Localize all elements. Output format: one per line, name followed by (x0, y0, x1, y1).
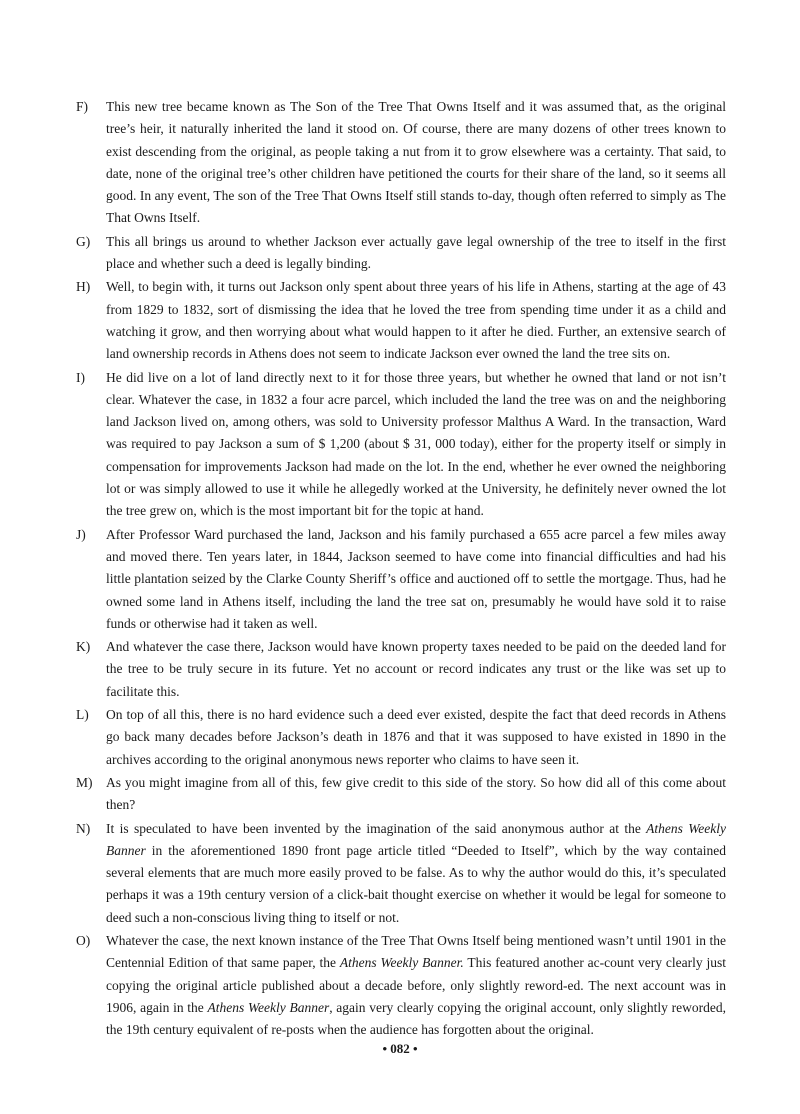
paragraph-n (76, 818, 726, 929)
paragraph-label: O) (76, 932, 91, 948)
paragraph-label: F) (76, 99, 89, 114)
paragraph-label: G) (76, 233, 91, 249)
document-body (76, 96, 726, 1042)
paragraph-text: He did live on a lot of land directly next to it for those three years, but whether he owned that land or not isn’t clear. Whatever the case, in 1832 a four acre parcel, which included the land the tree was on and the neighboring land Jackson lived on, among others, was sold to University professor Malthus A Ward. In the transaction, Ward was required to pay Jackson a sum of $ 1,200 (about $ 31, 000 today), either for the property itself or simply in compensation for improvements Jackson had made on the lot. In the end, whether he ever owned the neighboring lot or was simply allowed to use it while he allegedly worked at the University, he definitely never owned the lot the tree grew on, which is the most important bit for the topic at hand. (106, 369, 726, 519)
paragraph-text: After Professor Ward purchased the land, Jackson and his family purchased a 655 acre parcel a few miles away and moved there. Ten years later, in 1844, Jackson seemed to have come into financial difficulties and had his little plantation seized by the Clarke County Sheriff’s office and auctioned off to settle the mortgage. Thus, had he owned some land in Athens itself, including the land the tree sat on, presumably he would have sold it to raise funds or otherwise had it taken as well. (106, 526, 726, 631)
paragraph-text: Whatever the case, the next known instance of the Tree That Owns Itself being mentioned wasn’t until 1901 in the Centennial Edition of that same paper, the Athens Weekly Banner. This featured another ac-count very clearly just copying the original article published about a decade before, only slightly reword-ed. The next account was in 1906, again in the Athens Weekly Banner, again very clearly copying the original account, only slightly reworded, the 19th century equivalent of re-posts when the audience has forgotten about the original. (106, 932, 726, 1038)
paragraph-label: M) (76, 774, 93, 790)
page-number: • 082 • (382, 1041, 418, 1056)
paragraph-label: N) (76, 820, 91, 836)
paragraph-label: L) (76, 707, 89, 723)
paragraph-text: This all brings us around to whether Jackson ever actually gave legal ownership of the tree to itself in the first place and whether such a deed is legally binding. (106, 233, 726, 272)
paragraph-g (76, 231, 726, 276)
paragraph-text: And whatever the case there, Jackson would have known property taxes needed to be paid on the deeded land for the tree to be truly secure in its future. Yet no account or record indicates any trust or the like was set up to facilitate this. (106, 639, 726, 699)
paragraph-i (76, 367, 726, 523)
paragraph-text: On top of all this, there is no hard evidence such a deed ever existed, despite the fact that deed records in Athens go back many decades before Jackson’s death in 1876 and that it was supposed to have existed in 1890 in the archives according to the original anonymous news reporter who claims to have seen it. (106, 707, 726, 767)
paragraph-label: J) (76, 526, 86, 542)
paragraph-text: Well, to begin with, it turns out Jackson only spent about three years of his life in Athens, starting at the age of 43 from 1829 to 1832, sort of dismissing the idea that he loved the tree from spending time under it as a child and watching it grow, and then worrying about what would happen to it after he died. Further, an extensive search of land ownership records in Athens does not seem to indicate Jackson ever owned the land the tree sits on. (106, 279, 726, 362)
paragraph-label: I) (76, 369, 85, 385)
paragraph-m (76, 772, 726, 817)
newspaper-title: Athens Weekly Banner (106, 820, 726, 858)
paragraph-text: As you might imagine from all of this, few give credit to this side of the story. So how did all of this come about then? (106, 774, 726, 813)
newspaper-title: Athens Weekly Banner. (339, 955, 464, 971)
paragraph-label: H) (76, 279, 91, 295)
paragraph-text: This new tree became known as The Son of the Tree That Owns Itself and it was assumed that, as the original tree’s heir, it naturally inherited the land it stood on. Of course, there are many dozens of other trees known to exist descending from the original, as people taking a nut from it to grow elsewhere was a certainty. That said, to date, none of the original tree’s other children have petitioned the courts for their share of the land, so it seems all good. In any event, The son of the Tree That Owns Itself still stands to-day, though often referred to simply as The That Owns Itself. (106, 99, 726, 226)
paragraph-text: It is speculated to have been invented by the imagination of the said anonymous author at the Athens Weekly Banner in the aforementioned 1890 front page article titled “Deeded to Itself”, which by the way contained several elements that are much more easily proved to be false. As to why the author would do this, it’s speculated perhaps it was a 19th century version of a click-bait thought exercise on whether it would be legal for someone to deed such a non-conscious living thing to itself or not. (106, 820, 726, 925)
paragraph-label: K) (76, 639, 91, 655)
newspaper-title: Athens Weekly Banner (207, 999, 330, 1015)
paragraph-o (76, 930, 726, 1041)
paragraph-j (76, 524, 726, 635)
paragraph-l (76, 704, 726, 771)
paragraph-k (76, 636, 726, 703)
paragraph-f (76, 96, 726, 230)
paragraph-h (76, 276, 726, 365)
